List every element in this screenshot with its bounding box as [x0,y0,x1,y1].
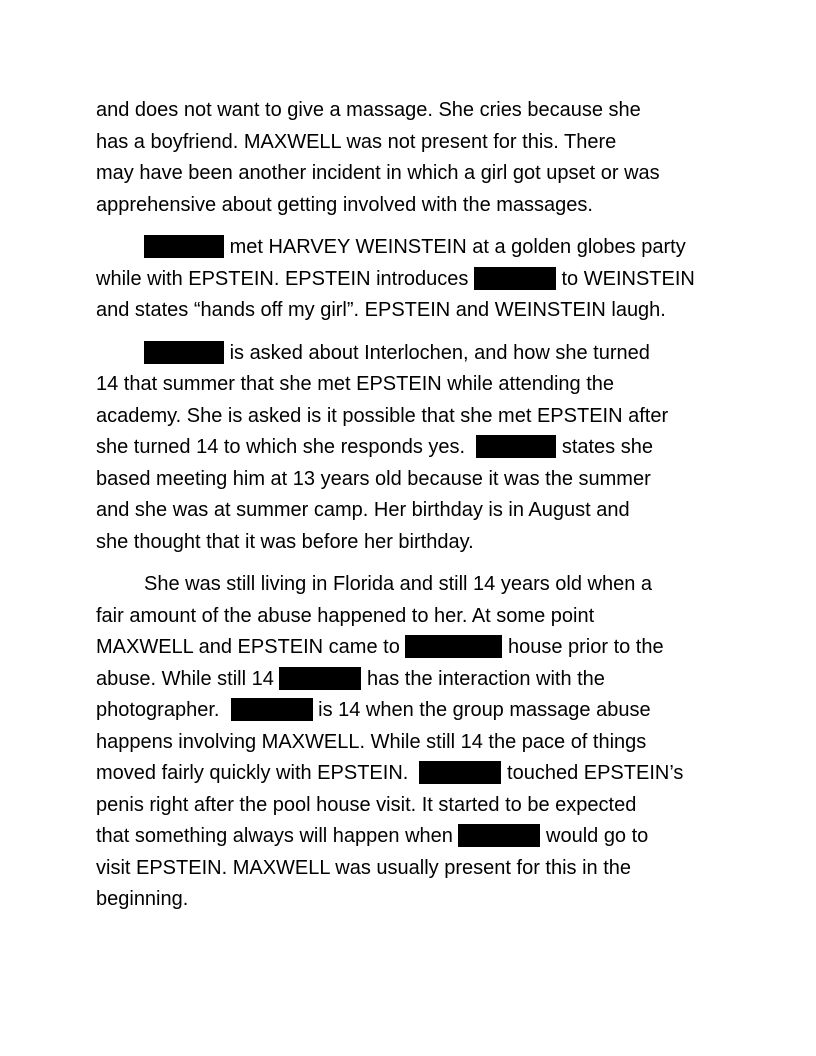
text-segment: that something always will happen when [96,825,453,847]
text-segment: while with EPSTEIN. EPSTEIN introduces [96,267,469,290]
text-line: fair amount of the abuse happened to her. At some point [96,604,595,627]
text-line [96,821,726,853]
text-segment: abuse. While still 14 [96,667,274,690]
text-segment: moved fairly quickly with EPSTEIN. [96,762,409,784]
text-line: 14 that summer that she met EPSTEIN while attending the [96,373,615,395]
text-segment: states she [561,436,653,458]
text-line: based meeting him at 13 years old because it was the summer [96,467,651,490]
text-segment: house prior to the [507,636,664,658]
paragraph [96,95,726,221]
text-line: happens involving MAXWELL. While still 14 the pace of things [96,730,647,753]
text-segment: MAXWELL and EPSTEIN came to [96,636,400,658]
redaction-bar [405,635,502,658]
redaction-bar [474,267,556,290]
text-line [96,264,726,296]
text-segment: She was still living in Florida and still 14 years old when a [144,573,653,595]
text-line: visit EPSTEIN. MAXWELL was usually present for this in the [96,856,632,879]
text-line [96,432,726,464]
text-segment: she turned 14 to which she responds yes. [96,436,466,458]
redaction-bar [476,435,556,458]
document-body [96,95,726,927]
text-line: may have been another incident in which a girl got upset or was [96,162,660,184]
text-line [96,695,726,727]
redaction-bar [144,235,224,258]
text-line: apprehensive about getting involved with the massages. [96,193,593,216]
redaction-bar [419,761,501,784]
text-segment: has the interaction with the [367,667,605,690]
paragraph [96,569,726,916]
text-line [96,664,726,696]
paragraph [96,232,726,327]
redaction-bar [279,667,361,690]
text-line: has a boyfriend. MAXWELL was not present for this. There [96,130,617,153]
redaction-bar [231,698,313,721]
text-segment: is asked about Interlochen, and how she turned [229,341,650,364]
paragraph [96,338,726,559]
text-line [96,632,726,664]
text-line: academy. She is asked is it possible that she met EPSTEIN after [96,404,669,427]
text-line [96,758,726,790]
text-segment: touched EPSTEIN’s [507,762,684,784]
redaction-bar [458,824,540,847]
text-line: she thought that it was before her birthday. [96,530,474,553]
text-line [96,338,726,370]
text-segment: is 14 when the group massage abuse [318,699,651,721]
text-segment: photographer. [96,699,220,721]
text-line: and does not want to give a massage. She cries because she [96,99,641,121]
text-line [96,569,726,601]
text-line [96,232,726,264]
text-line: beginning. [96,888,189,910]
text-segment: met HARVEY WEINSTEIN at a golden globes party [229,236,686,258]
text-segment: to WEINSTEIN [561,267,695,290]
text-segment: would go to [546,825,649,847]
text-line: penis right after the pool house visit. It started to be expected [96,793,637,816]
text-line: and states “hands off my girl”. EPSTEIN and WEINSTEIN laugh. [96,299,666,321]
text-line: and she was at summer camp. Her birthday is in August and [96,499,630,521]
redaction-bar [144,341,224,364]
